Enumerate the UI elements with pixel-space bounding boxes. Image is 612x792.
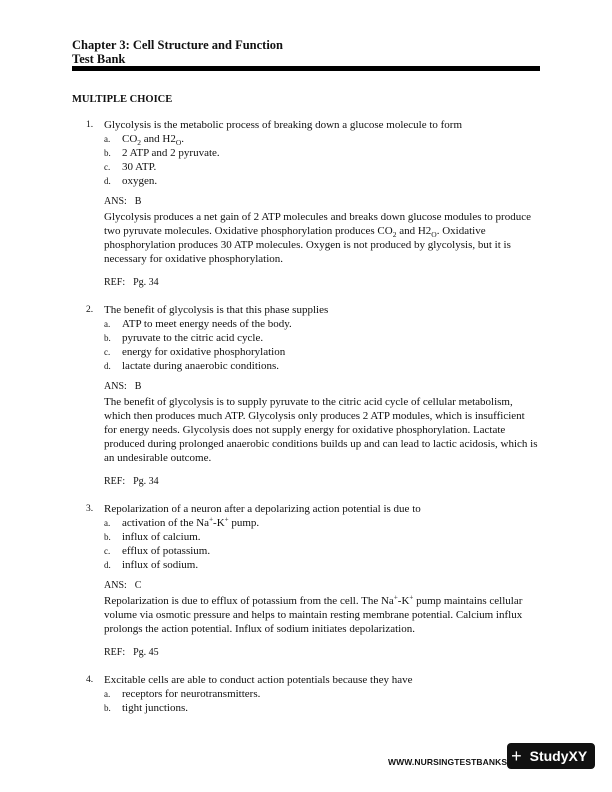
option-text: tight junctions. [122, 702, 188, 714]
answer-options [104, 687, 540, 715]
chapter-title: Chapter 3: Cell Structure and Function [72, 38, 283, 52]
option-text: pyruvate to the citric acid cycle. [122, 332, 264, 344]
footer-watermark [388, 742, 595, 772]
reference-line [104, 475, 540, 489]
answer-option [104, 345, 540, 359]
option-letter: d. [104, 560, 111, 570]
answer-value: C [134, 580, 142, 591]
question-stem: Glycolysis is the metabolic process of breaking down a glucose molecule to form [104, 119, 463, 131]
answer-label: ANS: [104, 196, 127, 207]
section-title: MULTIPLE CHOICE [72, 94, 173, 105]
reference-page: Pg. 34 [133, 277, 159, 288]
option-text: 30 ATP. [122, 161, 157, 173]
answer-option [104, 544, 540, 558]
answer-line [104, 579, 540, 593]
option-text: influx of sodium. [122, 559, 199, 571]
plus-icon: + [511, 745, 522, 766]
document-header [72, 38, 283, 66]
question-4 [72, 673, 540, 715]
option-letter: c. [104, 546, 111, 556]
option-letter: a. [104, 134, 111, 144]
answer-option [104, 359, 540, 373]
option-text: ATP to meet energy needs of the body. [122, 318, 292, 330]
answer-rationale: The benefit of glycolysis is to supply pyruvate to the citric acid cycle of cellular metabolism, which then produces much ATP. Glycolysis only produces 2 ATP modules, which is insufficient for energy needs. Glycolysis does not supply energy for oxidative phosphorylation. Lactate produced during prolonged anaerobic conditions builds up and can lead to lactic acidosis, which is an undesirable outcome. [104, 396, 538, 464]
answer-option [104, 558, 540, 572]
answer-value: B [134, 196, 142, 207]
question-2 [72, 303, 540, 489]
option-letter: b. [104, 333, 111, 343]
option-letter: a. [104, 689, 111, 699]
answer-option [104, 160, 540, 174]
answer-option [104, 516, 540, 530]
badge-text: StudyXY [529, 748, 588, 764]
option-letter: c. [104, 162, 111, 172]
option-letter: b. [104, 703, 111, 713]
option-letter: b. [104, 532, 111, 542]
answer-option [104, 331, 540, 345]
option-text: activation of the Na+-K+ pump. [122, 515, 260, 529]
answer-line [104, 195, 540, 209]
studyxy-badge[interactable] [507, 743, 595, 769]
reference-line [104, 276, 540, 290]
option-letter: a. [104, 319, 111, 329]
option-text: influx of calcium. [122, 531, 201, 543]
answer-label: ANS: [104, 580, 127, 591]
option-text: $CO_2$ and $H2_O$. [122, 133, 185, 148]
reference-label: REF: [104, 647, 126, 658]
answer-option [104, 146, 540, 160]
answer-rationale: Repolarization is due to efflux of potassium from the cell. The Na+-K+ pump maintains cellular volume via osmotic pressure and helps to maintain resting membrane potential. Calcium influx prolongs the action potential. Influx of sodium initiates depolarization. [104, 593, 523, 635]
answer-option [104, 317, 540, 331]
option-letter: b. [104, 148, 111, 158]
answer-value: B [134, 381, 142, 392]
answer-option [104, 530, 540, 544]
answer-option [104, 174, 540, 188]
reference-label: REF: [104, 476, 126, 487]
option-text: efflux of potassium. [122, 545, 211, 557]
answer-options [104, 132, 540, 188]
question-number: 3. [86, 504, 94, 514]
reference-label: REF: [104, 277, 126, 288]
answer-options [104, 516, 540, 572]
question-1 [72, 118, 540, 290]
question-stem: The benefit of glycolysis is that this phase supplies [104, 304, 329, 316]
answer-option [104, 701, 540, 715]
option-letter: d. [104, 361, 111, 371]
question-stem: Repolarization of a neuron after a depolarizing action potential is due to [104, 503, 421, 515]
watermark-site-text: WWW.NURSINGTESTBANKS [388, 757, 508, 767]
answer-options [104, 317, 540, 373]
question-stem: Excitable cells are able to conduct action potentials because they have [104, 674, 413, 686]
reference-page: Pg. 45 [133, 647, 159, 658]
question-number: 4. [86, 675, 94, 685]
answer-option [104, 687, 540, 701]
reference-page: Pg. 34 [133, 476, 159, 487]
answer-line [104, 380, 540, 394]
option-letter: c. [104, 347, 111, 357]
option-letter: a. [104, 518, 111, 528]
question-number: 2. [86, 305, 94, 315]
option-text: lactate during anaerobic conditions. [122, 360, 279, 372]
answer-label: ANS: [104, 381, 127, 392]
reference-line [104, 646, 540, 660]
header-rule [72, 66, 540, 71]
test-bank-subtitle: Test Bank [72, 52, 126, 66]
option-text: 2 ATP and 2 pyruvate. [122, 147, 220, 159]
answer-option [104, 132, 540, 146]
answer-rationale: Glycolysis produces a net gain of 2 ATP molecules and breaks down glucose modules to produce two pyruvate molecules. Oxidative phosphorylation produces $CO_2$ and $H2_O$. Oxidative phosphorylation produces 30 ATP molecules. Oxygen is not produced by glycolysis, but it is necessary for oxidative phosphorylation. [104, 211, 531, 265]
question-list [72, 118, 540, 715]
question-3 [72, 502, 540, 660]
option-letter: d. [104, 176, 111, 186]
option-text: oxygen. [122, 175, 158, 187]
option-text: energy for oxidative phosphorylation [122, 346, 286, 358]
option-text: receptors for neurotransmitters. [122, 688, 261, 700]
question-number: 1. [86, 120, 94, 130]
